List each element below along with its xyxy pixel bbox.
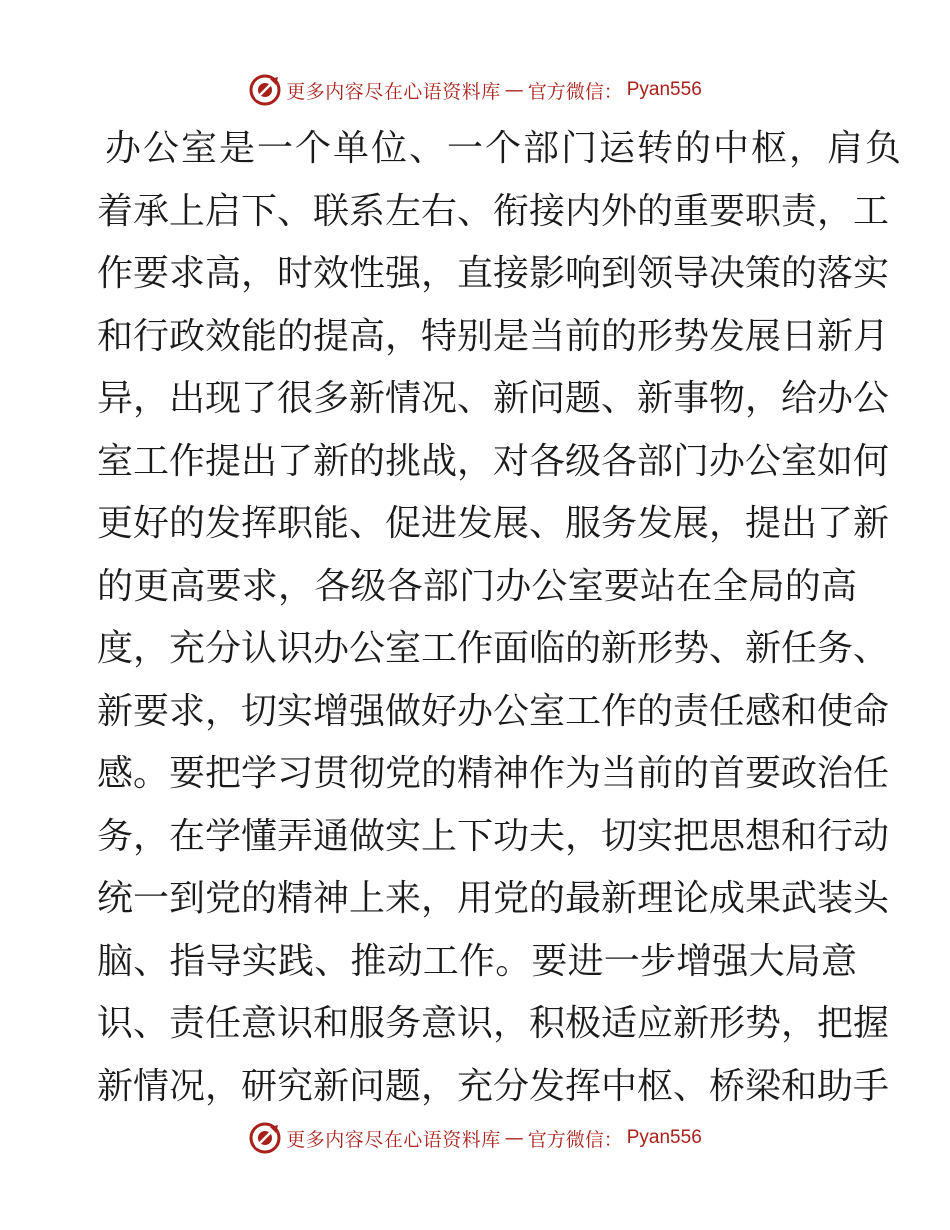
text-line: 务，在学懂弄通做实上下功夫，切实把思想和行动: [97, 815, 890, 857]
text-line: 度，充分认识办公室工作面临的新形势、新任务、: [97, 628, 890, 669]
text-line: 识、责任意识和服务意识，积极适应新形势，把握: [97, 1003, 890, 1044]
banner-wechat-id: Pyan556: [626, 1127, 702, 1148]
banner-slogan: 更多内容尽在心语资料库: [286, 1128, 501, 1151]
text-line: 感。要把学习贯彻党的精神作为当前的首要政治任: [97, 753, 890, 794]
banner-wechat-label: 官方微信：: [527, 1128, 623, 1151]
banner-separator: —: [504, 1127, 524, 1149]
footer-banner: [0, 1118, 950, 1158]
text-line: 脑、指导实践、推动工作。要进一步增强大局意: [97, 940, 857, 982]
text-line: 更好的发挥职能、促进发展、服务发展，提出了新: [97, 503, 890, 544]
header-banner: [0, 70, 950, 110]
banner-wechat-label: 官方微信：: [527, 80, 623, 103]
text-line: 新情况，研究新问题，充分发挥中枢、桥梁和助手: [97, 1065, 890, 1107]
banner-separator: —: [504, 79, 524, 101]
text-line: 新要求，切实增强做好办公室工作的责任感和使命: [97, 690, 890, 732]
text-line: 着承上启下、联系左右、衔接内外的重要职责，工: [97, 190, 890, 232]
document-body: [97, 118, 904, 1118]
text-line: 和行政效能的提高，特别是当前的形势发展日新月: [97, 315, 890, 357]
brand-logo-icon: [248, 73, 282, 107]
text-line: 统一到党的精神上来，用党的最新理论成果武装头: [97, 878, 890, 919]
banner-wechat-id: Pyan556: [626, 79, 702, 100]
text-line: 异，出现了很多新情况、新问题、新事物，给办公: [97, 378, 890, 419]
brand-logo-icon: [248, 1121, 282, 1155]
text-line: 作要求高，时效性强，直接影响到领导决策的落实: [97, 253, 890, 294]
text-line: 的更高要求，各级各部门办公室要站在全局的高: [97, 565, 857, 607]
banner-slogan: 更多内容尽在心语资料库: [286, 80, 501, 103]
text-line: 室工作提出了新的挑战，对各级各部门办公室如何: [97, 440, 890, 482]
text-line: 办公室是一个单位、一个部门运转的中枢，肩负: [105, 128, 904, 169]
